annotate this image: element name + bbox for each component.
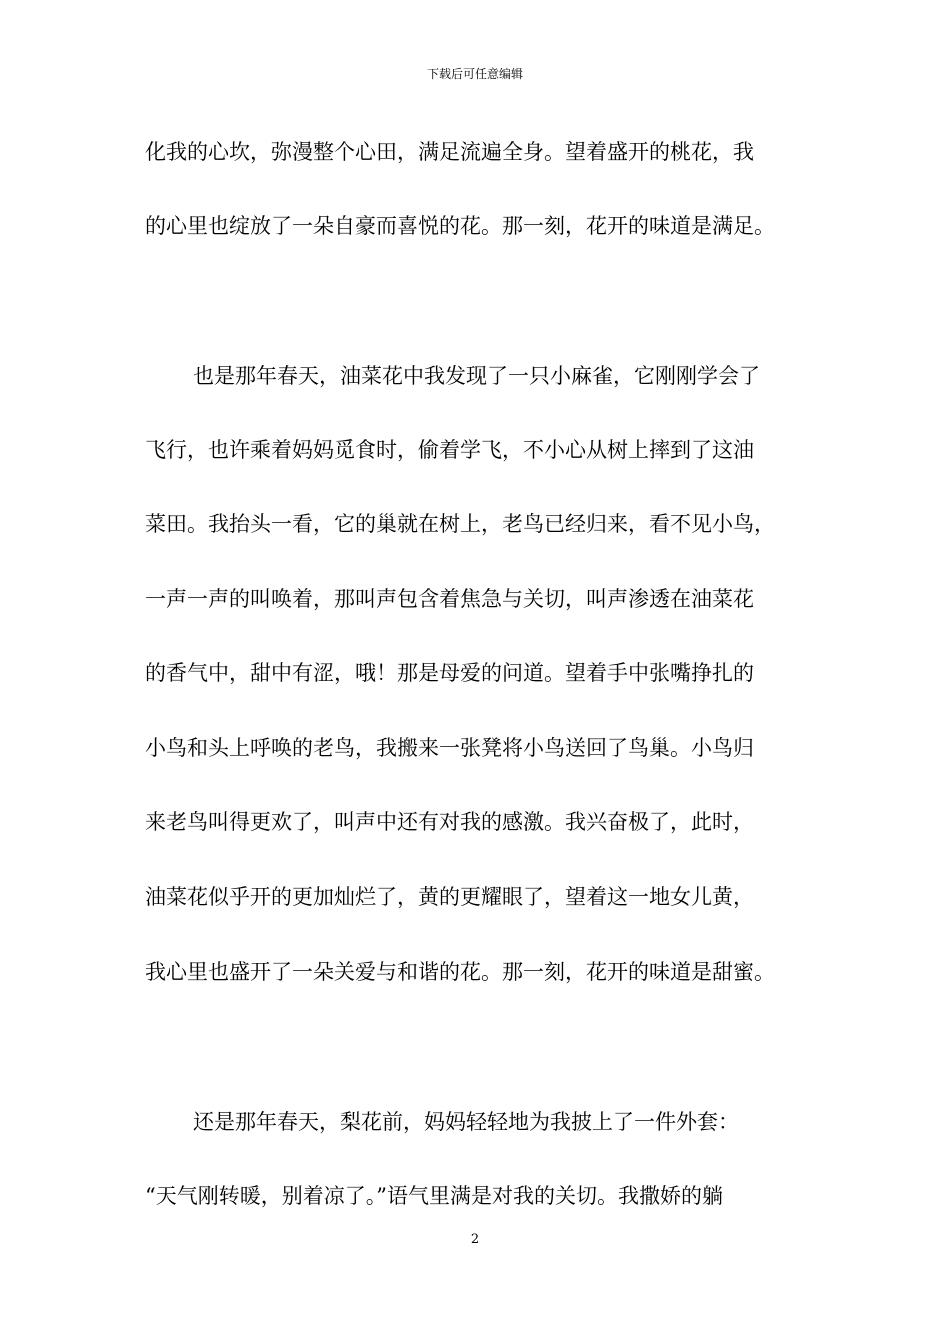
header-note: 下载后可任意编辑 (426, 67, 523, 81)
paragraph-2-line-2: 飞行，也许乘着妈妈觅食时，偷着学飞，不小心从树上摔到了这油 (145, 438, 754, 462)
paragraph-2-line-1: 也是那年春天，油菜花中我发现了一只小麻雀，它刚刚学会了 (193, 364, 760, 388)
paragraph-3-line-1: 还是那年春天，梨花前，妈妈轻轻地为我披上了一件外套： (193, 1110, 739, 1134)
paragraph-2-line-6: 小鸟和头上呼唤的老鸟，我搬来一张凳将小鸟送回了鸟巢。小鸟归 (145, 736, 754, 760)
paragraph-2-line-5: 的香气中，甜中有涩，哦！那是母爱的问道。望着手中张嘴挣扎的 (145, 661, 754, 685)
paragraph-2-line-3: 菜田。我抬头一看，它的巢就在树上，老鸟已经归来，看不见小鸟， (145, 512, 775, 536)
paragraph-1-line-2: 的心里也绽放了一朵自豪而喜悦的花。那一刻，花开的味道是满足。 (145, 214, 775, 238)
page-number: 2 (470, 1232, 480, 1247)
paragraph-2-line-8: 油菜花似乎开的更加灿烂了，黄的更耀眼了，望着这一地女儿黄， (145, 885, 754, 909)
paragraph-3-line-2: “天气刚转暖，别着凉了。”语气里满是对我的关切。我撒娇的躺 (145, 1184, 723, 1208)
paragraph-2-line-7: 来老鸟叫得更欢了，叫声中还有对我的感激。我兴奋极了，此时， (145, 810, 754, 834)
paragraph-2-line-4: 一声一声的叫唤着，那叫声包含着焦急与关切，叫声渗透在油菜花 (145, 587, 754, 611)
paragraph-2-line-9: 我心里也盛开了一朵关爱与和谐的花。那一刻，花开的味道是甜蜜。 (145, 960, 775, 984)
paragraph-1-line-1: 化我的心坎，弥漫整个心田，满足流遍全身。望着盛开的桃花，我 (145, 140, 754, 164)
